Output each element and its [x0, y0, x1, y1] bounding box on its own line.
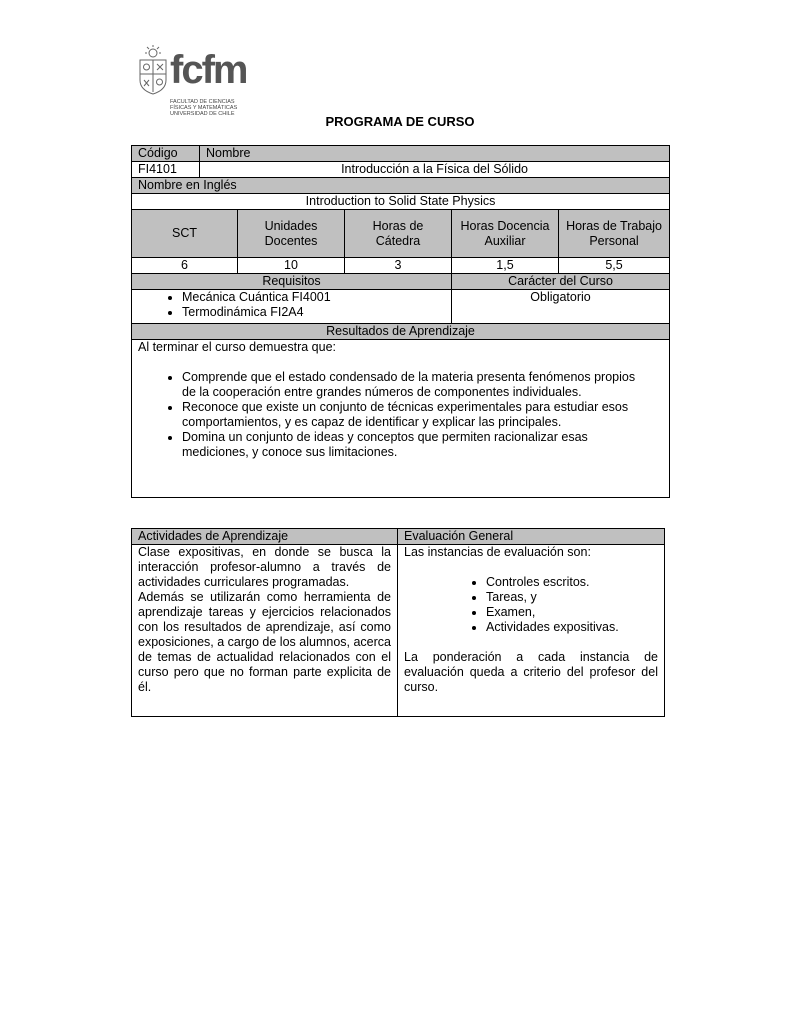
- course-table: [131, 145, 670, 498]
- outcomes-cell: [132, 340, 670, 498]
- hours-value-auxiliar: 1,5: [452, 258, 559, 274]
- evaluation-list: [404, 575, 658, 635]
- list-item: • Reconoce que existe un conjunto de técnicas experimentales para estudiar esos comportamientos, y es capaz de identificar y explicar las principales.: [182, 400, 643, 430]
- hours-value-sct: 6: [132, 258, 238, 274]
- evaluation-closing: La ponderación a cada instancia de evaluación queda a criterio del profesor del curso.: [404, 650, 658, 694]
- course-name: Introducción a la Física del Sólido: [200, 162, 670, 178]
- activities-text: Clase expositivas, en donde se busca la interacción profesor-alumno a través de actividades curriculares programadas.: [138, 545, 391, 589]
- list-item: • Controles escritos.: [486, 575, 658, 590]
- evaluation-label: Evaluación General: [398, 529, 665, 545]
- english-name-label: Nombre en Inglés: [132, 178, 670, 194]
- list-item: • Comprende que el estado condensado de la materia presenta fenómenos propios de la cooperación entre grandes números de componentes individuales.: [182, 370, 643, 400]
- requisites-list-cell: [132, 290, 452, 324]
- hours-header-unidades: Unidades Docentes: [238, 210, 345, 258]
- logo-subtitle: FACULTAD DE CIENCIAS FÍSICAS Y MATEMÁTICAS UNIVERSIDAD DE CHILE: [170, 99, 238, 117]
- hours-header-auxiliar: Horas Docencia Auxiliar: [452, 210, 559, 258]
- list-item: • Tareas, y: [486, 590, 658, 605]
- requisites-label: Requisitos: [132, 274, 452, 290]
- hours-header-sct: SCT: [132, 210, 238, 258]
- university-crest-icon: [136, 44, 170, 96]
- course-character: Obligatorio: [452, 290, 670, 324]
- fcfm-logo: [136, 44, 254, 118]
- code-label: Código: [132, 146, 200, 162]
- list-item: • Termodinámica FI2A4: [182, 305, 445, 320]
- hours-value-catedra: 3: [345, 258, 452, 274]
- list-item: • Domina un conjunto de ideas y conceptos que permiten racionalizar esas mediciones, y conoce sus limitaciones.: [182, 430, 643, 460]
- activities-evaluation-table: [131, 528, 665, 717]
- activities-label: Actividades de Aprendizaje: [132, 529, 398, 545]
- list-item: • Actividades expositivas.: [486, 620, 658, 635]
- evaluation-intro: Las instancias de evaluación son:: [404, 545, 591, 559]
- list-item: • Mecánica Cuántica FI4001: [182, 290, 445, 305]
- hours-header-personal: Horas de Trabajo Personal: [559, 210, 670, 258]
- hours-value-personal: 5,5: [559, 258, 670, 274]
- outcomes-list: [138, 370, 663, 460]
- hours-header-catedra: Horas de Cátedra: [345, 210, 452, 258]
- activities-cell: [132, 545, 398, 717]
- english-name: Introduction to Solid State Physics: [132, 194, 670, 210]
- activities-text: Además se utilizarán como herramienta de aprendizaje tareas y ejercicios relacionados con los resultados de aprendizaje, así como exposiciones, a cargo de los alumnos, acerca de temas de actualidad relacionados con el curso pero que no forman parte explicita de él.: [138, 590, 391, 694]
- hours-value-unidades: 10: [238, 258, 345, 274]
- list-item: • Examen,: [486, 605, 658, 620]
- character-label: Carácter del Curso: [452, 274, 670, 290]
- page-title: PROGRAMA DE CURSO: [325, 114, 475, 129]
- course-code: FI4101: [132, 162, 200, 178]
- logo-wordmark: fcfm: [170, 48, 247, 92]
- name-label: Nombre: [200, 146, 670, 162]
- outcomes-label: Resultados de Aprendizaje: [132, 324, 670, 340]
- evaluation-cell: [398, 545, 665, 717]
- outcomes-intro: Al terminar el curso demuestra que:: [138, 340, 337, 354]
- requisites-list: [138, 290, 445, 320]
